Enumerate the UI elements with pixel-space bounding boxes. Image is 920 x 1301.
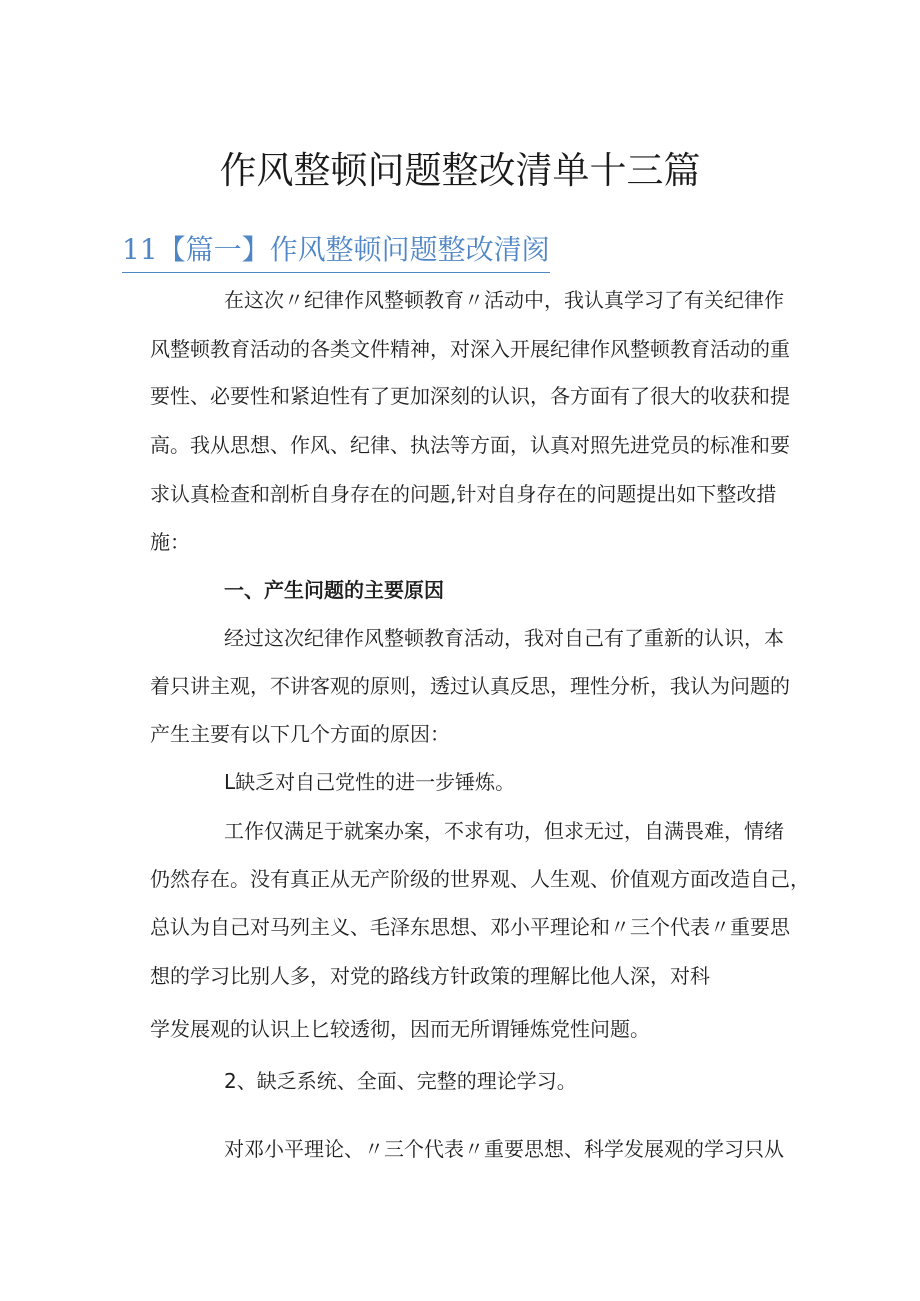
paragraph-line: 学发展观的认识上匕较透彻，因而无所谓锤炼党性问题。 [150,1017,650,1041]
list-item: 2、缺乏系统、全面、完整的理论学习。 [224,1069,577,1093]
paragraph-line: 施： [150,530,190,554]
document-title: 作风整顿问题整改清单十三篇 [219,149,701,192]
list-item: L缺乏对自己党性的进一步锤炼。 [224,770,516,794]
paragraph-line: 风整顿教育活动的各类文件精神，对深入开展纪律作风整顿教育活动的重 [150,337,790,361]
paragraph-line: 对邓小平理论、〃三个代表〃重要思想、科学发展观的学习只从 [224,1137,784,1161]
paragraph-line: 求认真检查和剖析自身存在的问题,针对自身存在的问题提出如下整改措 [150,482,777,506]
paragraph-line: 产生主要有以下几个方面的原因： [150,722,450,746]
paragraph-line: 要性、必要性和紧迫性有了更加深刻的认识，各方面有了很大的收获和提 [150,384,790,408]
paragraph-line: 在这次〃纪律作风整顿教育〃活动中，我认真学习了有关纪律作 [224,288,784,312]
paragraph-line: 经过这次纪律作风整顿教育活动，我对自己有了重新的认识，本 [224,626,784,650]
paragraph-line: 高。我从思想、作风、纪律、执法等方面，认真对照先进党员的标准和要 [150,433,790,457]
subheading: 一、产生问题的主要原因 [224,578,444,602]
paragraph-line: 仍然存在。没有真正从无产阶级的世界观、人生观、价值观方面改造自己， [150,867,810,891]
section-heading-link[interactable]: 11【篇一】作风整顿问题整改清阂 [122,228,550,273]
paragraph-line: 工作仅满足于就案办案，不求有功，但求无过，自满畏难，情绪 [224,819,784,843]
paragraph-line: 想的学习比别人多，对党的路线方针政策的理解比他人深，对科 [150,964,710,988]
paragraph-line: 着只讲主观，不讲客观的原则，透过认真反思，理性分析，我认为问题的 [150,674,790,698]
paragraph-line: 总认为自己对马列主义、毛泽东思想、邓小平理论和〃三个代表〃重要思 [150,915,790,939]
